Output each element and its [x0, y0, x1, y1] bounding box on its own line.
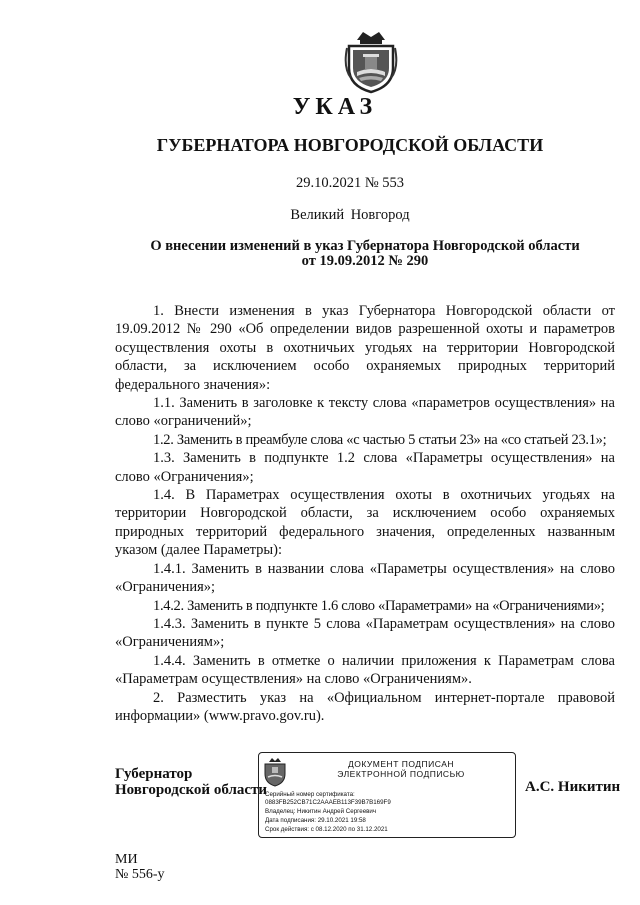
document-footer — [115, 852, 165, 882]
position-line: Новгородской области — [115, 782, 268, 798]
decree-body — [115, 302, 615, 725]
body-paragraph: 2. Разместить указ на «Официальном интернет-портале правовой информации» (www.pravo.gov.ru). — [115, 689, 615, 724]
executor-initials: МИ — [115, 852, 138, 867]
heading-line: от 19.09.2012 № 290 — [301, 253, 429, 269]
body-paragraph: 1.2. Заменить в преамбуле слова «с частью 5 статьи 23» на «со статьей 23.1»; — [153, 431, 607, 448]
stamp-validity: Срок действия: с 08.12.2020 по 31.12.2021 — [265, 826, 388, 833]
body-paragraph: 1.4.2. Заменить в подпункте 1.6 слово «Параметрами» на «Ограничениями»; — [153, 597, 605, 614]
signatory-position — [115, 766, 267, 798]
coat-of-arms-icon — [343, 28, 399, 94]
stamp-header-line: ДОКУМЕНТ ПОДПИСАН — [347, 759, 455, 769]
decree-heading — [120, 239, 610, 269]
stamp-header-line: ЭЛЕКТРОННОЙ ПОДПИСЬЮ — [337, 769, 465, 779]
decree-title: УКАЗ — [292, 94, 378, 120]
stamp-cert-label: Серийный номер сертификата: — [265, 791, 355, 798]
body-paragraph: 1.4.4. Заменить в отметке о наличии приложения к Параметрам слова «Параметрам осуществления» на слово «Ограничениям». — [115, 652, 615, 688]
body-paragraph: 1.4.1. Заменить в названии слова «Параметры осуществления» на слово «Ограничения»; — [115, 560, 615, 596]
signatory-name: А.С. Никитин — [525, 779, 621, 795]
body-paragraph: 1. Внести изменения в указ Губернатора Новгородской области от 19.09.2012 № 290 «Об определении видов разрешенной охоты и параметров осуществления охоты в охотничьих угодьях на территории Новгородской области, за исключением особо охраняемых природных территорий федерального значения»: — [115, 303, 615, 393]
decree-issuer: ГУБЕРНАТОРА НОВГОРОДСКОЙ ОБЛАСТИ — [156, 135, 544, 155]
body-paragraph: 1.4. В Параметрах осуществления охоты в охотничьих угодьях на территории Новгородской области, за исключением особо охраняемых природных территорий федерального значения, определенных названным указом (далее Параметры): — [115, 487, 615, 559]
body-paragraph: 1.4.3. Заменить в пункте 5 слова «Параметрам осуществления» на слово «Ограничениям»; — [115, 615, 615, 651]
decree-city: Великий Новгород — [290, 207, 410, 223]
decree-date-number: 29.10.2021 № 553 — [295, 175, 405, 191]
stamp-signed-date: Дата подписания: 29.10.2021 19:58 — [265, 817, 366, 824]
coat-of-arms-icon — [263, 757, 287, 787]
body-paragraph: 1.3. Заменить в подпункте 1.2 слова «Параметры осуществления» на слово «Ограничения»; — [115, 450, 615, 485]
position-line: Губернатор — [115, 766, 193, 782]
stamp-header — [293, 759, 509, 779]
registration-number: № 556-у — [115, 867, 165, 882]
stamp-owner: Владелец: Никитин Андрей Сергеевич — [265, 808, 377, 815]
stamp-cert-number: 0883FB252CB71C2AAAEB113F39B7B169F9 — [265, 799, 391, 806]
heading-line: О внесении изменений в указ Губернатора Новгородской области — [150, 238, 580, 254]
body-paragraph: 1.1. Заменить в заголовке к тексту слова «параметров осуществления» на слово «ограничений»; — [115, 395, 615, 430]
electronic-signature-stamp — [258, 752, 516, 838]
